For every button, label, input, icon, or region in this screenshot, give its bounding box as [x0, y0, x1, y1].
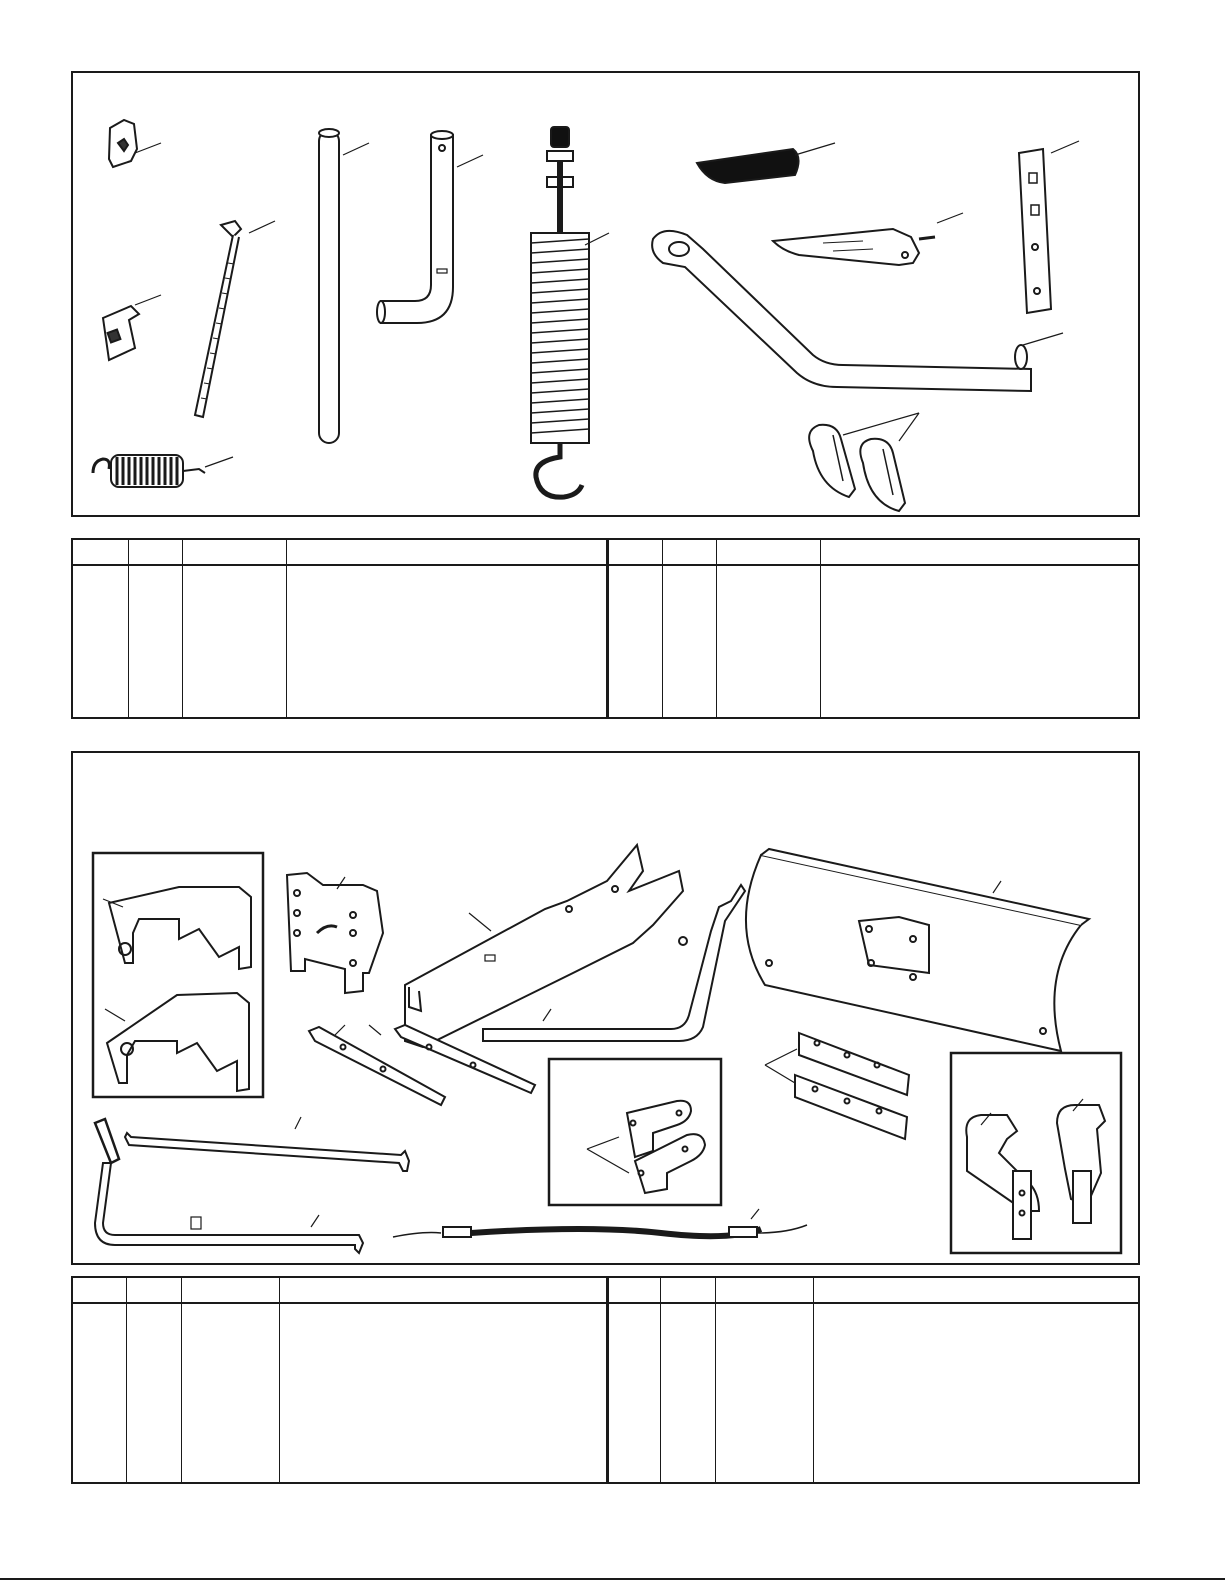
bottom-parts-table: [71, 1276, 1140, 1484]
col-partno-left: [182, 540, 286, 565]
col-ref-left: [73, 540, 128, 565]
col-partno-right: [715, 1278, 813, 1303]
mount-plate-icon: [287, 873, 383, 993]
col-ref-right: [607, 540, 662, 565]
push-rod-icon: [125, 1117, 409, 1171]
col-desc-right: [813, 1278, 1138, 1303]
side-bracket-icon: [103, 887, 251, 1091]
col-qty-right: [662, 540, 716, 565]
control-cable-icon: [393, 1209, 807, 1237]
col-qty-right: [660, 1278, 715, 1303]
bottom-parts-illustration: [71, 751, 1140, 1265]
clip-icon: [109, 120, 161, 167]
col-qty-left: [128, 540, 182, 565]
col-desc-left: [279, 1278, 607, 1303]
table-row: [73, 565, 1138, 717]
pedal-bracket-icon: [773, 213, 963, 265]
bent-pin-icon: [377, 131, 483, 323]
page-footer-rule: [0, 1578, 1225, 1580]
wear-strip-icon: [765, 1033, 909, 1139]
col-desc-right: [820, 540, 1138, 565]
link-plate-icon: [587, 1101, 705, 1193]
frame-weldment-icon: [405, 845, 683, 1047]
link-bar-icon: [1019, 141, 1079, 313]
blade-icon: [746, 849, 1089, 1051]
retaining-clip-icon: [809, 413, 919, 511]
extension-spring-icon: [93, 455, 233, 487]
col-ref-left: [73, 1278, 126, 1303]
rod-icon: [319, 129, 369, 443]
top-parts-table: [71, 538, 1140, 719]
col-partno-left: [181, 1278, 279, 1303]
col-desc-left: [286, 540, 607, 565]
cable-tie-icon: [195, 221, 275, 417]
grip-sleeve-icon: [697, 143, 835, 183]
top-parts-illustration: [71, 71, 1140, 517]
compression-spring-icon: [531, 127, 609, 497]
hitch-bracket-icon: [966, 1099, 1105, 1239]
col-partno-right: [716, 540, 820, 565]
col-qty-left: [126, 1278, 181, 1303]
square-nut-clip-icon: [103, 295, 161, 360]
col-ref-right: [607, 1278, 660, 1303]
table-row: [73, 1303, 1138, 1482]
